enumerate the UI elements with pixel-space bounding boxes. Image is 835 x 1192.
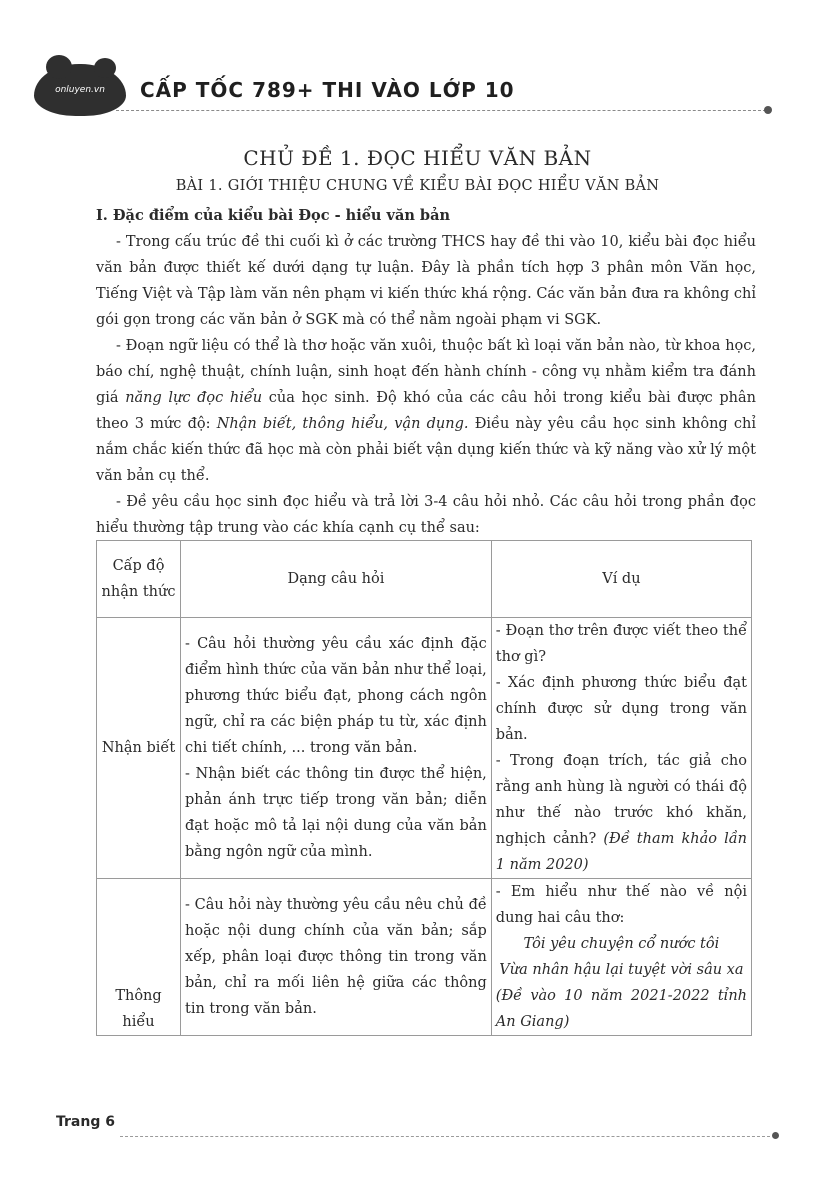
header-divider-dot [764, 106, 772, 114]
verse-line: Vừa nhân hậu lại tuyệt vời sâu xa [499, 962, 744, 978]
table-row [97, 879, 752, 1036]
example-item: - Đoạn thơ trên được viết theo thể thơ gì? [495, 623, 747, 665]
page-header [34, 54, 794, 124]
example-text: - Trong đoạn trích, tác giả cho rằng anh hùng là người có thái độ như thế nào trước khó khăn, nghịch cảnh? [495, 753, 747, 847]
paragraph-2-text: Điều này yêu cầu học sinh không chỉ nắm chắc kiến thức đã học mà còn phải biết vận dụng kiến thức và kỹ năng vào xử lý một văn bản cụ thể. [96, 416, 757, 484]
question-type-cell [181, 879, 492, 1036]
question-type-item: - Nhận biết các thông tin được thể hiện, phản ánh trực tiếp trong văn bản; diễn đạt hoặc mô tả lại nội dung của văn bản bằng ngôn ngữ của mình. [185, 766, 487, 860]
book-title: CẤP TỐC 789+ THI VÀO LỚP 10 [140, 78, 515, 102]
example-source: (Đề tham khảo lần 1 năm 2020) [495, 831, 748, 873]
level-cell: Nhận biết [97, 618, 181, 879]
example-item: - Xác định phương thức biểu đạt chính được sử dụng trong văn bản. [495, 675, 747, 743]
question-type-cell [181, 618, 492, 879]
paragraph-2-text: - Đoạn ngữ liệu có thể là thơ hoặc văn xuôi, thuộc bất kì loại văn bản nào, từ khoa học, báo chí, nghệ thuật, chính luận, sinh hoạt đến hành chính - công vụ nhằm kiểm tra đánh giá [96, 338, 756, 406]
table-header-row [97, 541, 752, 618]
chapter-title: CHỦ ĐỀ 1. ĐỌC HIỂU VĂN BẢN [243, 146, 592, 170]
paragraph-2-italic: năng lực đọc hiểu [125, 390, 263, 406]
paragraph-2-text: của học sinh. Độ khó của các câu hỏi trong kiểu bài được phân theo 3 mức độ: [96, 390, 756, 432]
paragraph-2-italic: Nhận biết, thông hiểu, vận dụng. [216, 416, 469, 432]
page-number: Trang 6 [56, 1114, 115, 1130]
question-type-item: - Câu hỏi thường yêu cầu xác định đặc điểm hình thức của văn bản như thể loại, phương thức biểu đạt, phong cách ngôn ngữ, chỉ ra các biện pháp tu từ, xác định chi tiết chính, ... trong văn bản. [185, 636, 487, 756]
example-cell [491, 879, 751, 1036]
example-item: - Em hiểu như thế nào về nội dung hai câu thơ: [495, 884, 747, 926]
header-question-type: Dạng câu hỏi [181, 541, 492, 618]
paragraph-1: - Trong cấu trúc đề thi cuối kì ở các trường THCS hay đề thi vào 10, kiểu bài đọc hiểu văn bản được thiết kế dưới dạng tự luận. Đây là phần tích hợp 3 phân môn Văn học, Tiếng Việt và Tập làm văn nên phạm vi kiến thức khá rộng. Các văn bản đưa ra không chỉ gói gọn trong các văn bản ở SGK mà có thể nằm ngoài phạm vi SGK. [96, 234, 756, 328]
example-item [496, 748, 747, 878]
paragraph-3: - Đề yêu cầu học sinh đọc hiểu và trả lời 3-4 câu hỏi nhỏ. Các câu hỏi trong phần đọc hiểu thường tập trung vào các khía cạnh cụ thể sau: [96, 494, 756, 536]
lesson-title: BÀI 1. GIỚI THIỆU CHUNG VỀ KIỂU BÀI ĐỌC HIỂU VĂN BẢN [175, 178, 660, 194]
verse-line: Tôi yêu chuyện cổ nước tôi [523, 936, 720, 952]
footer-divider [120, 1136, 770, 1137]
question-type-item: - Câu hỏi này thường yêu cầu nêu chủ đề hoặc nội dung chính của văn bản; sắp xếp, phân loại được thông tin trong văn bản, chỉ ra mối liên hệ giữa các thông tin trong văn bản. [185, 897, 487, 1017]
logo-text: onluyen.vn [55, 85, 105, 95]
header-divider [116, 110, 766, 111]
paragraph-2 [96, 333, 756, 489]
example-cell [491, 618, 751, 879]
example-source: (Đề vào 10 năm 2021-2022 tỉnh An Giang) [495, 988, 747, 1030]
section-heading: I. Đặc điểm của kiểu bài Đọc - hiểu văn bản [96, 207, 451, 224]
table-row [97, 618, 752, 879]
brand-logo [34, 64, 126, 116]
footer-divider-dot [772, 1132, 779, 1139]
question-level-table [96, 540, 752, 1036]
header-level: Cấp độ nhận thức [97, 541, 181, 618]
level-cell: Thông hiểu [97, 879, 181, 1036]
section-content [96, 203, 756, 541]
header-example: Ví dụ [491, 541, 751, 618]
